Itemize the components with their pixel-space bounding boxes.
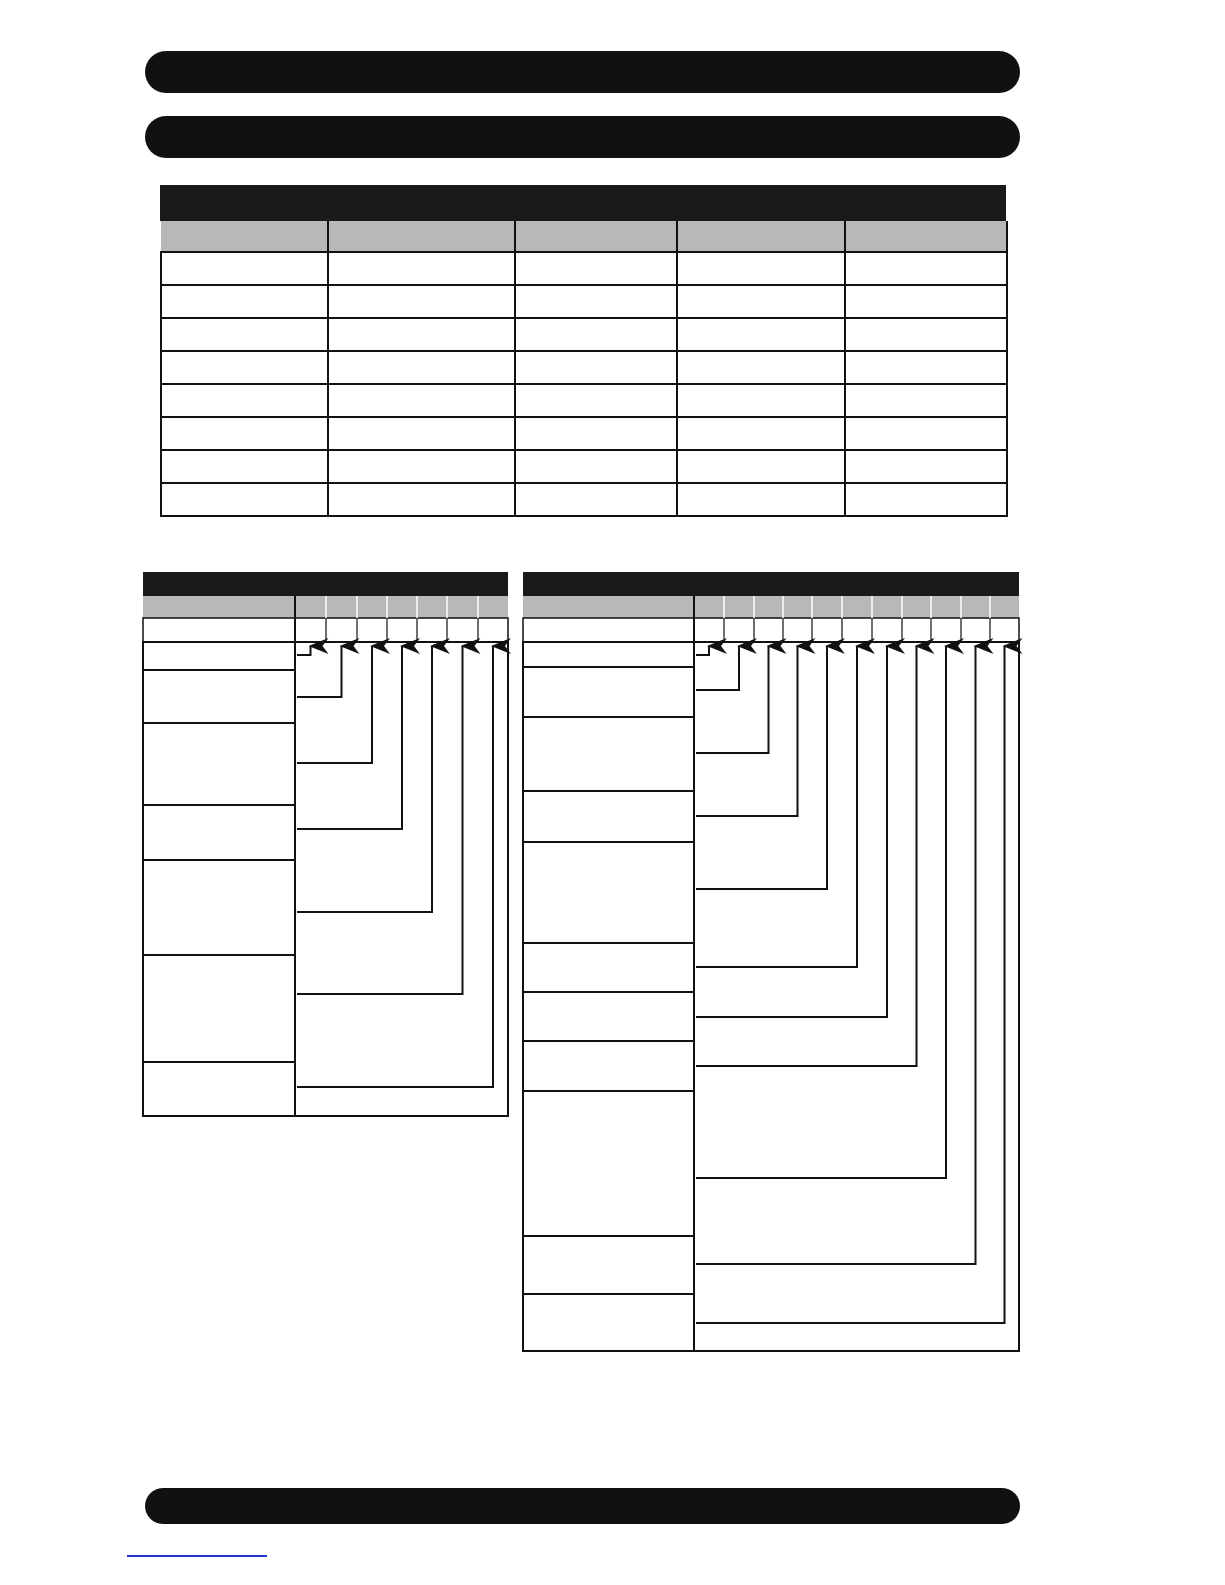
- spec-header-cell: [677, 221, 845, 252]
- spec-table-cell: [161, 285, 328, 318]
- spec-table-cell: [328, 417, 515, 450]
- spec-table-header-row: [161, 221, 1007, 252]
- diagram_right-bit-arrow: [696, 646, 1005, 1323]
- diagram_right-bit-arrow: [696, 646, 917, 1066]
- spec-table-cell: [161, 483, 328, 516]
- spec-table-row: [161, 285, 1007, 318]
- spec-table-cell: [515, 483, 677, 516]
- spec-table-cell: [328, 351, 515, 384]
- diagram_right-bit-arrow: [696, 646, 976, 1264]
- diagram_right-bit-arrow: [696, 646, 769, 753]
- spec-table-cell: [845, 483, 1007, 516]
- spec-table-cell: [677, 384, 845, 417]
- spec-table-cell: [515, 384, 677, 417]
- spec-table-cell: [515, 417, 677, 450]
- spec-table-row: [161, 351, 1007, 384]
- diagram_left-bit-row: [143, 618, 508, 642]
- spec-table-grid: [160, 221, 1008, 517]
- spec-table-cell: [515, 450, 677, 483]
- diagram_right-bit-arrow: [696, 646, 946, 1178]
- spec-header-cell: [515, 221, 677, 252]
- spec-table-cell: [328, 252, 515, 285]
- spec-table-cell: [328, 384, 515, 417]
- diagram_left-body-frame: [143, 642, 508, 1116]
- spec-table-cell: [845, 384, 1007, 417]
- spec-table: [160, 185, 1006, 517]
- diagram_left-bit-arrow: [297, 646, 432, 912]
- spec-table-cell: [845, 252, 1007, 285]
- diagram_left-header-row: [143, 596, 508, 618]
- diagram_left-bit-arrow: [297, 646, 493, 1087]
- spec-table-cell: [677, 351, 845, 384]
- footer-link-underline[interactable]: [127, 1555, 267, 1557]
- spec-table-cell: [161, 318, 328, 351]
- spec-table-cell: [677, 252, 845, 285]
- diagram_right-bit-row: [523, 618, 1019, 642]
- spec-table-cell: [161, 417, 328, 450]
- spec-table-row: [161, 450, 1007, 483]
- spec-table-row: [161, 252, 1007, 285]
- spec-table-cell: [677, 483, 845, 516]
- spec-table-cell: [328, 483, 515, 516]
- spec-table-cell: [161, 384, 328, 417]
- spec-table-cell: [845, 285, 1007, 318]
- spec-table-title: [160, 185, 1006, 221]
- spec-header-cell: [845, 221, 1007, 252]
- spec-table-row: [161, 384, 1007, 417]
- bottom-banner: [145, 1488, 1020, 1524]
- diagram_right-bit-arrow: [696, 646, 857, 967]
- diagram_left-title-bar: [143, 572, 508, 596]
- diagram_right-bit-arrow: [696, 646, 798, 816]
- top-banner-1: [145, 51, 1020, 93]
- spec-table-cell: [515, 252, 677, 285]
- spec-header-cell: [328, 221, 515, 252]
- spec-table-row: [161, 483, 1007, 516]
- spec-table-cell: [161, 351, 328, 384]
- spec-table-cell: [515, 318, 677, 351]
- spec-table-cell: [677, 285, 845, 318]
- spec-table-row: [161, 417, 1007, 450]
- spec-table-cell: [677, 450, 845, 483]
- spec-table-cell: [161, 450, 328, 483]
- diagram_left-bit-arrow: [297, 646, 463, 994]
- spec-table-cell: [677, 417, 845, 450]
- spec-header-cell: [161, 221, 328, 252]
- diagram_left-bit-arrow: [297, 646, 402, 829]
- spec-table-cell: [161, 252, 328, 285]
- spec-table-cell: [515, 285, 677, 318]
- spec-table-cell: [845, 351, 1007, 384]
- spec-table-row: [161, 318, 1007, 351]
- spec-table-cell: [328, 285, 515, 318]
- spec-table-cell: [328, 318, 515, 351]
- spec-table-cell: [328, 450, 515, 483]
- diagram_right-body-frame: [523, 642, 1019, 1351]
- diagram_left-bit-arrow: [297, 646, 372, 763]
- diagram_right-bit-arrow: [696, 646, 887, 1017]
- diagram_right-header-row: [523, 596, 1019, 618]
- top-banner-2: [145, 116, 1020, 158]
- diagram_right-bit-arrow: [696, 646, 709, 655]
- spec-table-cell: [845, 450, 1007, 483]
- spec-table-cell: [677, 318, 845, 351]
- diagram_right-bit-arrow: [696, 646, 739, 690]
- diagram_right-bit-arrow: [696, 646, 827, 889]
- diagram_left-bit-arrow: [297, 646, 342, 697]
- spec-table-cell: [515, 351, 677, 384]
- spec-table-cell: [845, 417, 1007, 450]
- diagram_right-title-bar: [523, 572, 1019, 596]
- diagram_left-bit-arrow: [297, 646, 311, 655]
- spec-table-cell: [845, 318, 1007, 351]
